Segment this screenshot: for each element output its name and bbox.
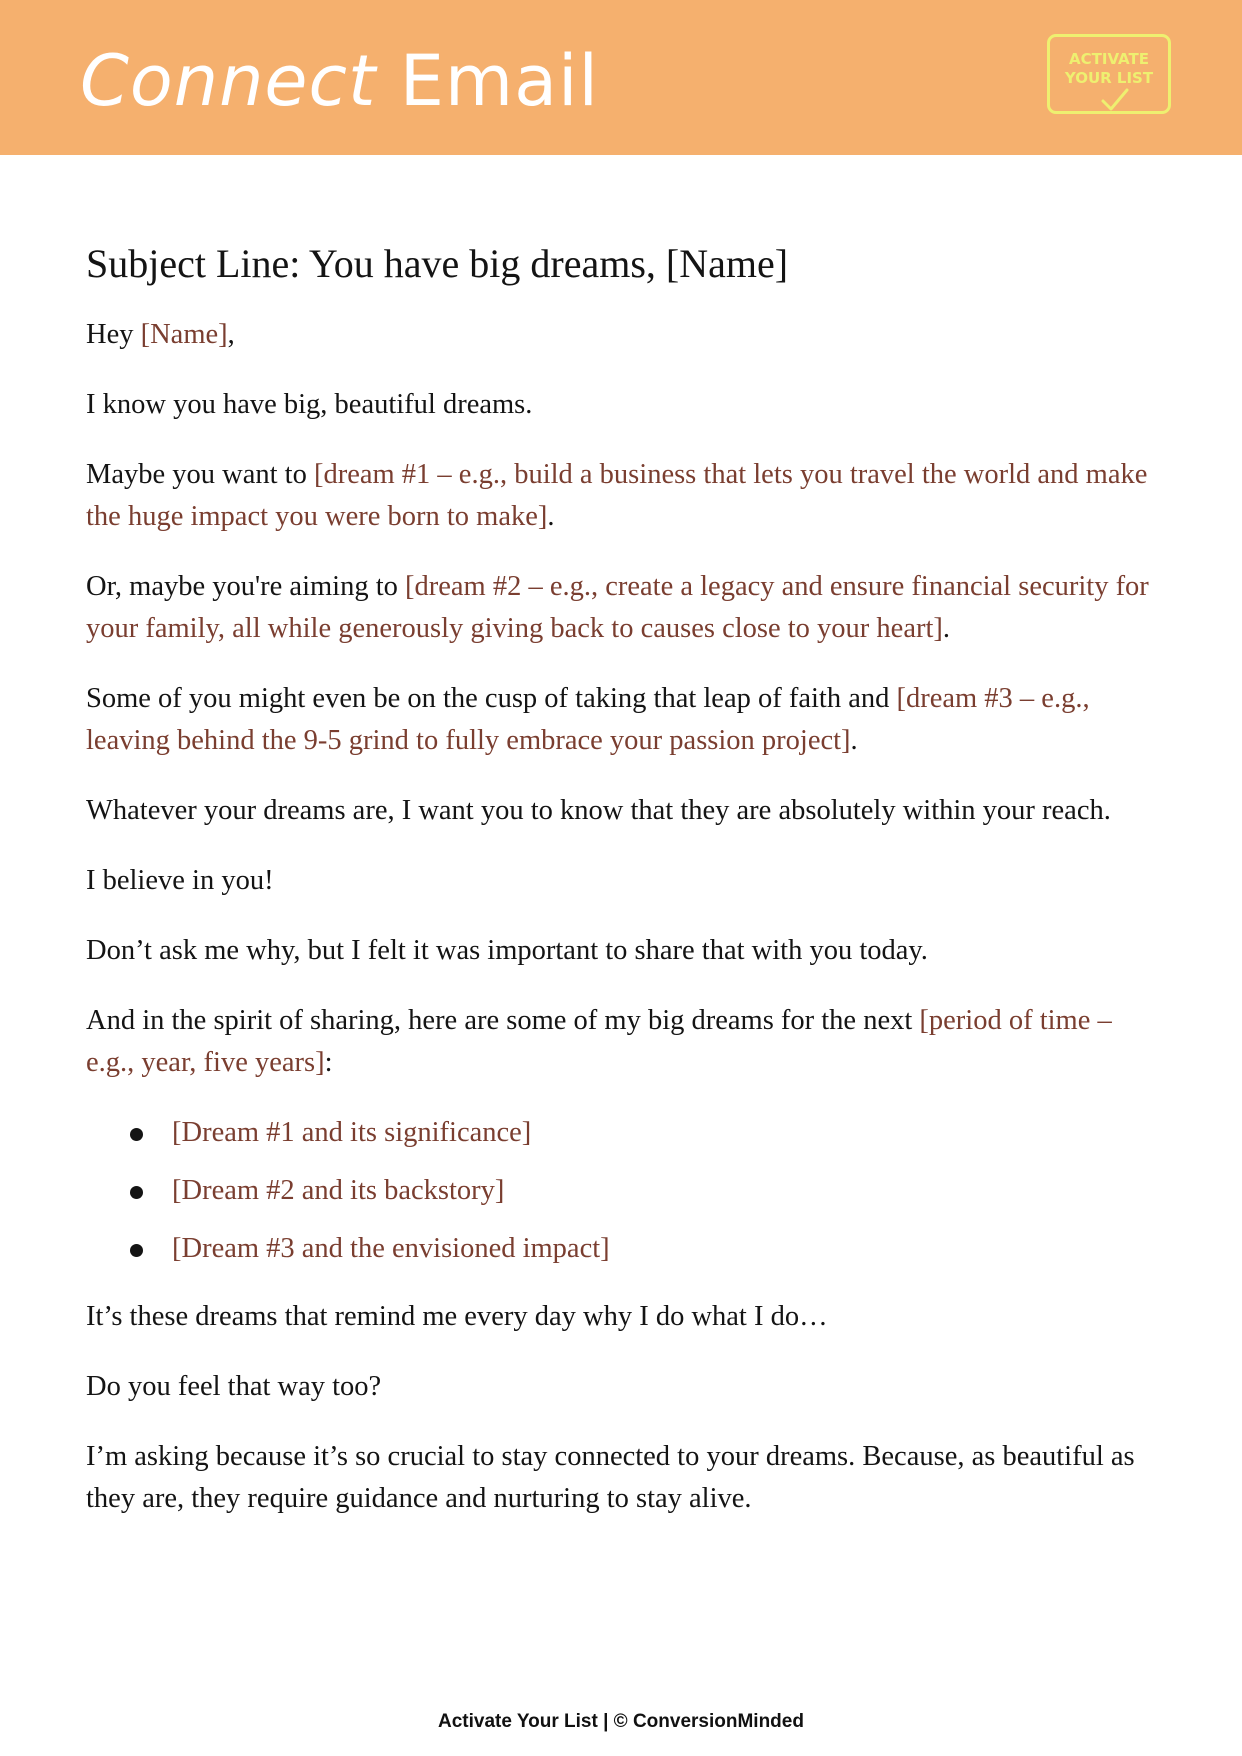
paragraph-9: It’s these dreams that remind me every day why I do what I do… <box>86 1301 828 1332</box>
paragraph-6: I believe in you! <box>86 865 274 896</box>
paragraph-8-text: And in the spirit of sharing, here are some of my big dreams for the next <box>86 1005 920 1036</box>
paragraph-3-suffix: . <box>942 613 950 644</box>
period-placeholder: [period of time – e.g., year, five years] <box>86 1005 1112 1078</box>
paragraph-10: Do you feel that way too? <box>86 1371 382 1402</box>
paragraph-5: Whatever your dreams are, I want you to know that they are absolutely within your reach. <box>86 795 1111 826</box>
paragraph-3 <box>86 566 1161 650</box>
title-word-email: Email <box>399 40 599 122</box>
page-title <box>80 36 599 126</box>
logo-text <box>1050 50 1168 88</box>
list-item <box>86 1112 1161 1154</box>
name-placeholder: [Name] <box>140 319 228 350</box>
paragraph-4 <box>86 678 1161 762</box>
list-item-text: [Dream #1 and its significance] <box>172 1117 532 1148</box>
paragraph-4-suffix: . <box>850 725 858 756</box>
list-item <box>86 1228 1161 1270</box>
list-item-text: [Dream #2 and its backstory] <box>172 1175 505 1206</box>
activate-your-list-logo <box>1047 34 1171 114</box>
greeting-suffix: , <box>227 319 235 350</box>
paragraph-2-suffix: . <box>547 501 555 532</box>
bullet-icon <box>130 1128 143 1141</box>
paragraph-2 <box>86 454 1161 538</box>
page-header <box>0 0 1242 155</box>
paragraph-7: Don’t ask me why, but I felt it was important to share that with you today. <box>86 935 928 966</box>
subject-line: Subject Line: You have big dreams, [Name] <box>86 241 789 286</box>
logo-line-1: ACTIVATE <box>1069 50 1149 68</box>
dream-1-placeholder: [dream #1 – e.g., build a business that lets you travel the world and make the huge impact you were born to make] <box>86 459 1148 532</box>
bullet-icon <box>130 1244 143 1257</box>
list-item <box>86 1170 1161 1212</box>
paragraph-4-text: Some of you might even be on the cusp of taking that leap of faith and <box>86 683 897 714</box>
paragraph-1: I know you have big, beautiful dreams. <box>86 389 533 420</box>
bullet-icon <box>130 1186 143 1199</box>
paragraph-11: I’m asking because it’s so crucial to stay connected to your dreams. Because, as beautiful as they are, they require guidance and nurturing to stay alive. <box>86 1441 1135 1514</box>
title-word-connect: Connect <box>80 40 377 122</box>
page-footer: Activate Your List | © ConversionMinded <box>438 1711 804 1732</box>
paragraph-8-suffix: : <box>324 1047 333 1078</box>
list-item-text: [Dream #3 and the envisioned impact] <box>172 1233 610 1264</box>
paragraph-2-text: Maybe you want to <box>86 459 314 490</box>
dream-3-placeholder: [dream #3 – e.g., leaving behind the 9-5 grind to fully embrace your passion project] <box>86 683 1090 756</box>
paragraph-3-text: Or, maybe you're aiming to <box>86 571 405 602</box>
greeting-text: Hey <box>86 319 141 350</box>
checkmark-icon <box>1100 87 1130 113</box>
email-body <box>86 232 1161 1548</box>
dream-2-placeholder: [dream #2 – e.g., create a legacy and ensure financial security for your family, all while generously giving back to causes close to your heart] <box>86 571 1149 644</box>
dreams-list <box>86 1112 1161 1270</box>
greeting <box>86 314 1161 356</box>
logo-line-2: YOUR LIST <box>1064 69 1154 87</box>
paragraph-8 <box>86 1000 1161 1084</box>
